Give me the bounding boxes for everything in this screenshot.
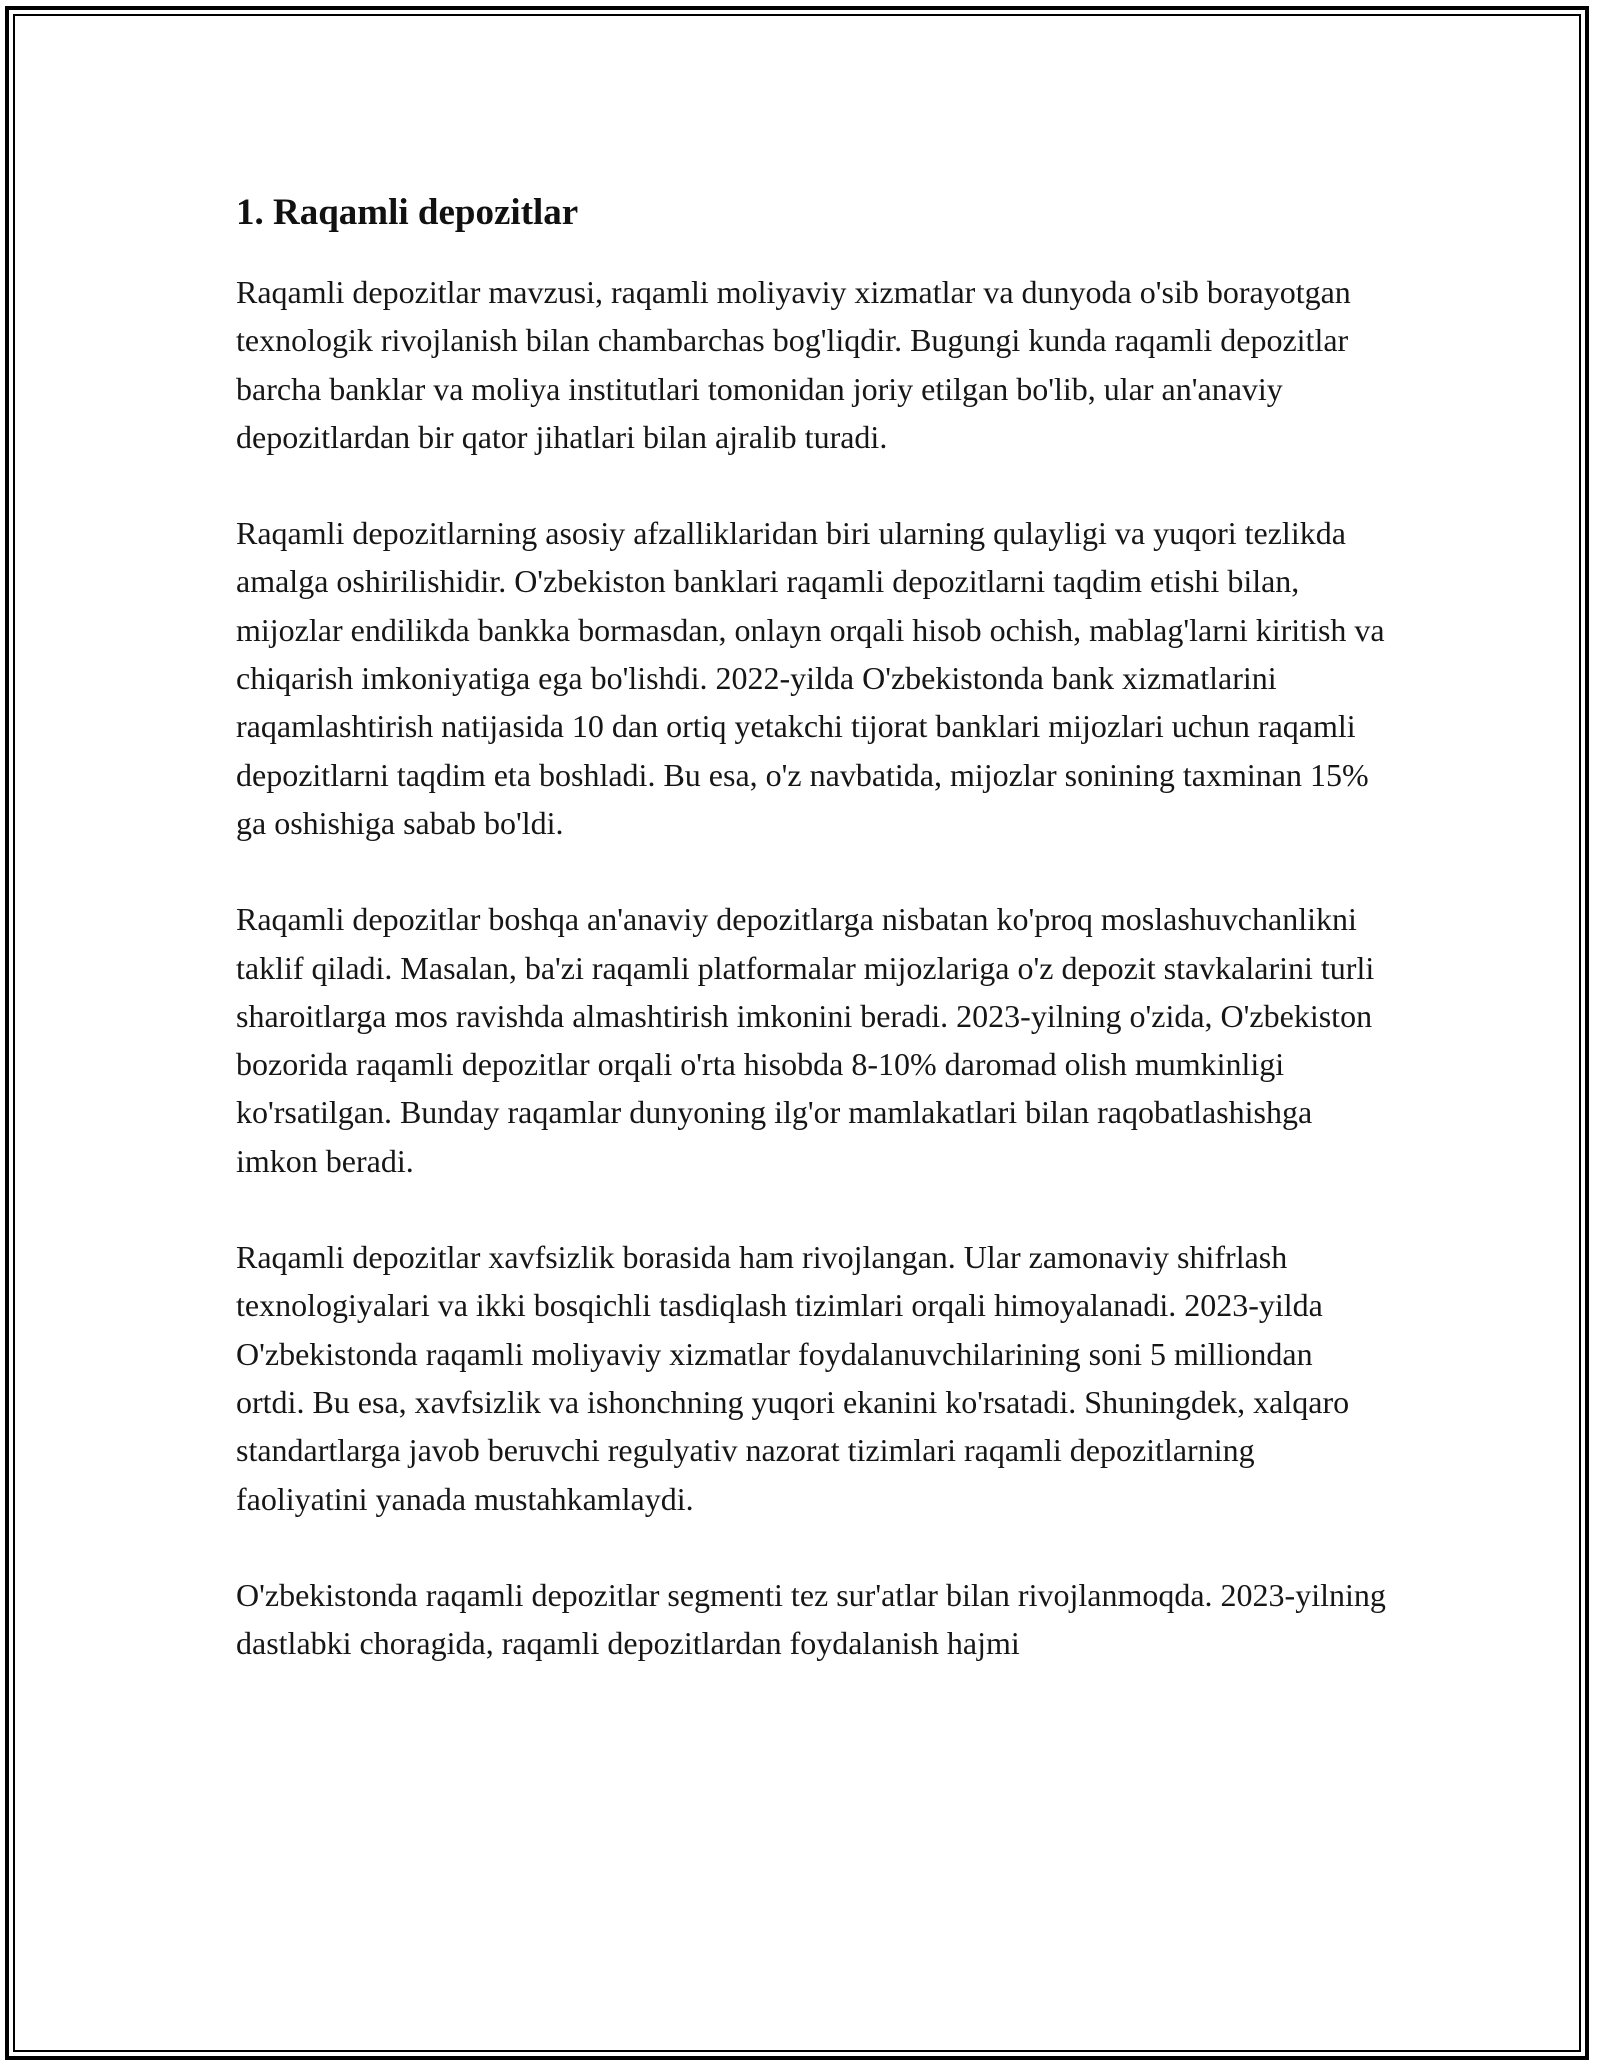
paragraph-4: Raqamli depozitlar xavfsizlik borasida ham rivojlangan. Ular zamonaviy shifrlash texnologiyalari va ikki bosqichli tasdiqlash tizimlari orqali himoyalanadi. 2023-yilda O'zbekistonda raqamli moliyaviy xizmatlar foydalanuvchilarining soni 5 milliondan ortdi. Bu esa, xavfsizlik va ishonchning yuqori ekanini ko'rsatadi. Shuningdek, xalqaro standartlarga javob beruvchi regulyativ nazorat tizimlari raqamli depozitlarning faoliyatini yanada mustahkamlaydi. xyxy=(236,1239,1350,1517)
paragraph-2: Raqamli depozitlarning asosiy afzalliklaridan biri ularning qulayligi va yuqori tezlikda amalga oshirilishidir. O'zbekiston banklari raqamli depozitlarni taqdim etishi bilan, mijozlar endilikda bankka bormasdan, onlayn orqali hisob ochish, mablag'larni kiritish va chiqarish imkoniyatiga ega bo'lishdi. 2022-yilda O'zbekistonda bank xizmatlarini raqamlashtirish natijasida 10 dan ortiq yetakchi tijorat banklari mijozlari uchun raqamli depozitlarni taqdim eta boshladi. Bu esa, o'z navbatida, mijozlar sonining taxminan 15% ga oshishiga sabab bo'ldi. xyxy=(236,515,1385,841)
paragraph-3: Raqamli depozitlar boshqa an'anaviy depozitlarga nisbatan ko'proq moslashuvchanlikni taklif qiladi. Masalan, ba'zi raqamli platformalar mijozlariga o'z depozit stavkalarini turli sharoitlarga mos ravishda almashtirish imkonini beradi. 2023-yilning o'zida, O'zbekiston bozorida raqamli depozitlar orqali o'rta hisobda 8-10% daromad olish mumkinligi ko'rsatilgan. Bunday raqamlar dunyoning ilg'or mamlakatlari bilan raqobatlashishga imkon beradi. xyxy=(236,901,1375,1179)
section-heading: 1. Raqamli depozitlar xyxy=(236,192,579,233)
document-body xyxy=(236,188,1386,1715)
paragraph-1: Raqamli depozitlar mavzusi, raqamli moliyaviy xizmatlar va dunyoda o'sib borayotgan texnologik rivojlanish bilan chambarchas bog'liqdir. Bugungi kunda raqamli depozitlar barcha banklar va moliya institutlari tomonidan joriy etilgan bo'lib, ular an'anaviy depozitlardan bir qator jihatlari bilan ajralib turadi. xyxy=(236,274,1351,455)
paragraph-5: O'zbekistonda raqamli depozitlar segmenti tez sur'atlar bilan rivojlanmoqda. 2023-yilning dastlabki choragida, raqamli depozitlardan foydalanish hajmi xyxy=(236,1576,1386,1662)
